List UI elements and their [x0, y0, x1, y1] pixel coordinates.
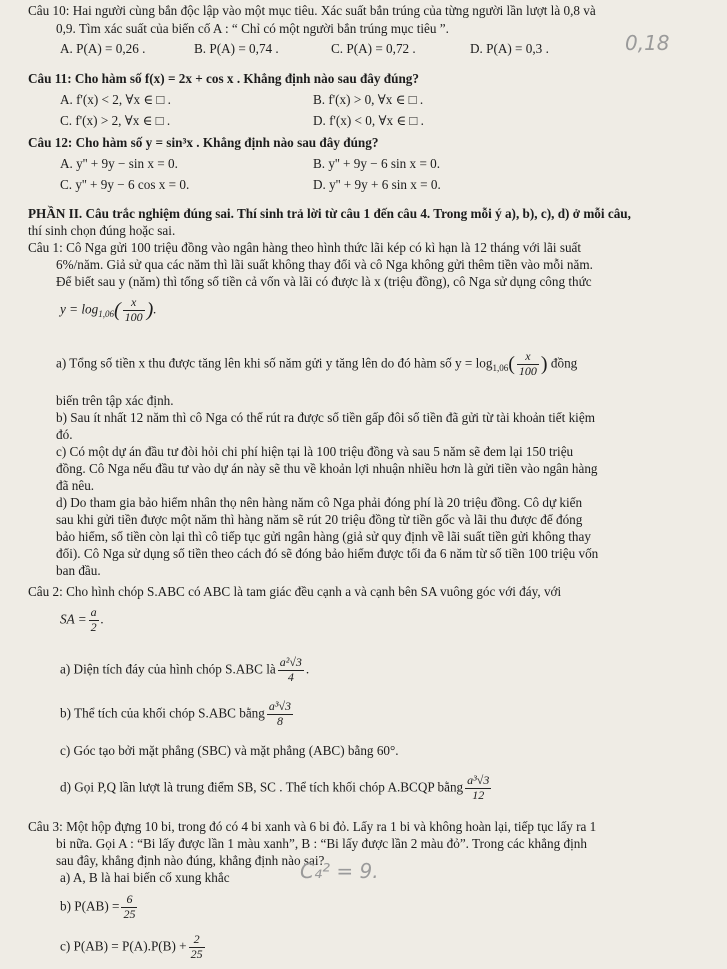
c1-item-d-line2: sau khi gửi tiền được một năm thì hàng năm sẽ rút 20 triệu đồng từ tiền gốc và lãi thu được để đóng	[56, 512, 583, 527]
q12-option-d: D. y'' + 9y + 6 sin x = 0.	[313, 177, 441, 192]
c1-item-a-line2: biến trên tập xác định.	[56, 393, 174, 408]
c2-item-c: c) Góc tạo bởi mặt phẳng (SBC) và mặt phẳng (ABC) bằng 60°.	[60, 743, 399, 758]
q11-option-b: B. f'(x) > 0, ∀x ∈ □ .	[313, 92, 424, 107]
c1-item-b-line2: đó.	[56, 427, 73, 442]
q12-option-b: B. y'' + 9y − 6 sin x = 0.	[313, 156, 441, 171]
q11-option-d: D. f'(x) < 0, ∀x ∈ □ .	[313, 113, 424, 128]
c1-line2: 6%/năm. Giả sử qua các năm thì lãi suất không thay đổi và cô Nga không gửi thêm tiền vào mỗi năm.	[56, 257, 593, 272]
c3-item-c: c) P(AB) = P(A).P(B) + $\frac{2}{25}$	[60, 932, 203, 961]
c2-item-b: b) Thể tích của khối chóp S.ABC bằng $\frac{\text{a³√3}}{8}$	[60, 699, 292, 728]
c1-item-c-line2: đồng. Cô Nga nếu đầu tư vào dự án này sẽ thu về khoản lợi nhuận nhiều hơn là gửi tiền vào ngân hàng	[56, 461, 598, 476]
c3-line3: sau đây, khẳng định nào đúng, khẳng định nào sai?	[56, 853, 325, 868]
c1-item-d-line4: đổi). Cô Nga sử dụng số tiền theo cách đó sẽ đóng bảo hiểm được tối đa 6 năm từ số tiền 100 triệu vốn	[56, 546, 599, 561]
c1-item-d-line5: ban đầu.	[56, 563, 101, 578]
part2-heading-line2: thí sinh chọn đúng hoặc sai.	[28, 223, 176, 238]
c2-line1: Câu 2: Cho hình chóp S.ABC có ABC là tam giác đều cạnh a và cạnh bên SA vuông góc với đáy, với	[28, 584, 562, 599]
q12-stem: Câu 12: Cho hàm số y = sin³x . Khẳng định nào sau đây đúng?	[28, 135, 379, 150]
c1-item-c-line1: c) Có một dự án đầu tư đòi hỏi chi phí hiện tại là 100 triệu đồng và sau 5 năm sẽ đem lại 150 triệu	[56, 444, 574, 459]
q10-option-a: A. P(A) = 0,26 .	[60, 41, 146, 56]
c1-line1: Câu 1: Cô Nga gửi 100 triệu đồng vào ngân hàng theo hình thức lãi kép có kì hạn là 12 tháng với lãi suất	[28, 240, 582, 255]
c1-item-a: a) Tổng số tiền x thu được tăng lên khi số năm gửi y tăng lên do đó hàm số $y = \log_{1,06}$( $\frac{x}{100}$ ) đồng	[56, 349, 578, 378]
q10-line1: Câu 10: Hai người cùng bắn độc lập vào một mục tiêu. Xác suất bắn trúng của từng người lần lượt là 0,8 và	[28, 3, 596, 18]
c1-item-c-line3: đã nêu.	[56, 478, 95, 493]
c3-line1: Câu 3: Một hộp đựng 10 bi, trong đó có 4 bi xanh và 6 bi đỏ. Lấy ra 1 bi và không hoàn lại, tiếp tục lấy ra 1	[28, 819, 597, 834]
c3-item-a: a) A, B là hai biến cố xung khắc	[60, 870, 230, 885]
c1-item-d-line1: d) Do tham gia bảo hiểm nhân thọ nên hàng năm cô Nga phải đóng phí là 20 triệu đồng. Cô dự kiến	[56, 495, 583, 510]
q11-option-a: A. f'(x) < 2, ∀x ∈ □ .	[60, 92, 171, 107]
q10-option-c: C. P(A) = 0,72 .	[331, 41, 416, 56]
handwritten-note-c42: C₄² = 9.	[300, 859, 379, 883]
c3-item-b: b) P(AB) = $\frac{6}{25}$	[60, 892, 136, 921]
handwritten-note-0-18: 0,18	[625, 31, 670, 55]
c2-item-d: d) Gọi P,Q lần lượt là trung điểm SB, SC . Thể tích khối chóp A.BCQP bằng $\frac{\text{a³√3}}{12}$	[60, 773, 490, 802]
c1-item-d-line3: bảo hiểm, số tiền còn lại thì cô tiếp tục gửi ngân hàng (giả sử quy định về lãi suất tiền gửi không thay	[56, 529, 591, 544]
c3-line2: bi nữa. Gọi A : “Bi lấy được lần 1 màu xanh”, B : “Bi lấy được lần 2 màu đỏ”. Trong các khẳng định	[56, 836, 587, 851]
q11-stem: Câu 11: Cho hàm số f(x) = 2x + cos x . Khẳng định nào sau đây đúng?	[28, 71, 419, 86]
c2-sa: SA = $\frac{a}{2}$ .	[60, 605, 104, 634]
part2-heading-line1: PHẦN II. Câu trắc nghiệm đúng sai. Thí sinh trả lời từ câu 1 đến câu 4. Trong mỗi ý a), b), c), d) ở mỗi câu,	[28, 206, 631, 221]
q12-option-a: A. y'' + 9y − sin x = 0.	[60, 156, 178, 171]
q12-option-c: C. y'' + 9y − 6 cos x = 0.	[60, 177, 190, 192]
c1-line3: Để biết sau y (năm) thì tổng số tiền cả vốn và lãi có được là x (triệu đồng), cô Nga sử dụng công thức	[56, 274, 592, 289]
q10-line2: 0,9. Tìm xác suất của biến cố A : “ Chỉ có một người bắn trúng mục tiêu ”.	[56, 21, 449, 36]
q11-option-c: C. f'(x) > 2, ∀x ∈ □ .	[60, 113, 171, 128]
c2-item-a: a) Diện tích đáy của hình chóp S.ABC là $\frac{\text{a²√3}}{4}$ .	[60, 655, 310, 684]
q10-option-b: B. P(A) = 0,74 .	[194, 41, 279, 56]
q10-option-d: D. P(A) = 0,3 .	[470, 41, 549, 56]
c1-formula: $y = \log_{1,06}$( $\frac{x}{100}$ ).	[60, 295, 157, 324]
c1-item-b-line1: b) Sau ít nhất 12 năm thì cô Nga có thể rút ra được số tiền gấp đôi số tiền đã gửi từ tài khoản tiết kiệm	[56, 410, 595, 425]
